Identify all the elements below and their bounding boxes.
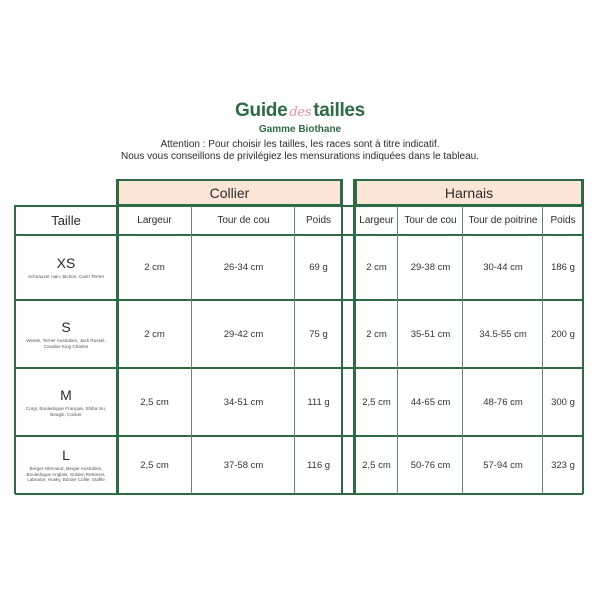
size-breeds: Schnauzer nain, Bichon, Cairn Terrier bbox=[27, 274, 105, 280]
collier-col-header: Largeur bbox=[137, 215, 172, 226]
size-breeds: Corgi, Bouledogue Français, Shiba Inu, Beagle, Cocker bbox=[25, 406, 107, 417]
collier-group-header: Collier bbox=[117, 179, 342, 206]
range-subtitle: Gamme Biothane bbox=[258, 124, 342, 135]
size-breeds: Berger Allemand, Berger Australien, Bouledogue Anglais, Golden Retriever, Labrador, Husky, Border Collie, Staffie bbox=[26, 466, 106, 483]
size-code: L bbox=[62, 447, 70, 464]
table-line-vertical-inner bbox=[397, 206, 398, 494]
page-header bbox=[0, 100, 600, 163]
collier-value: 26-34 cm bbox=[223, 262, 264, 273]
size-cell bbox=[15, 368, 117, 436]
table-line-vertical bbox=[341, 179, 343, 494]
harnais-value: 29-38 cm bbox=[410, 262, 451, 273]
notice-line-1: Attention : Pour choisir les tailles, les races sont à titre indicatif. bbox=[160, 139, 440, 150]
harnais-value: 57-94 cm bbox=[483, 459, 523, 471]
collier-value: 37-58 cm bbox=[223, 459, 264, 471]
collier-col-header: Tour de cou bbox=[217, 215, 270, 226]
table-line-vertical bbox=[582, 179, 584, 494]
size-breeds: Westie, Terrier Australien, Jack Russel, Cavalier King Charles bbox=[26, 338, 106, 349]
harnais-value: 186 g bbox=[551, 262, 575, 273]
table-line-vertical-inner bbox=[542, 206, 543, 494]
harnais-value: 2,5 cm bbox=[362, 396, 391, 408]
table-line-horizontal bbox=[15, 234, 583, 236]
harnais-value: 323 g bbox=[551, 459, 575, 471]
notice-text bbox=[0, 139, 600, 163]
guide-title bbox=[0, 100, 600, 122]
size-cell bbox=[15, 436, 117, 494]
title-word-tailles: tailles bbox=[313, 100, 365, 121]
size-code: XS bbox=[56, 255, 76, 272]
harnais-value: 34.5-55 cm bbox=[479, 328, 527, 340]
table-line-horizontal bbox=[15, 435, 583, 437]
table-line-horizontal bbox=[15, 299, 583, 301]
table-line-vertical-thick bbox=[353, 179, 356, 494]
size-code: M bbox=[60, 387, 72, 404]
collier-value: 34-51 cm bbox=[223, 396, 264, 408]
harnais-col-header: Tour de poitrine bbox=[468, 215, 538, 226]
table-line-vertical bbox=[14, 205, 16, 494]
collier-value: 69 g bbox=[309, 262, 328, 273]
collier-value: 2,5 cm bbox=[140, 396, 169, 408]
harnais-value: 35-51 cm bbox=[410, 328, 451, 340]
harnais-col-header: Largeur bbox=[359, 215, 394, 226]
harnais-value: 200 g bbox=[551, 328, 575, 340]
size-cell bbox=[15, 235, 117, 300]
harnais-value: 2 cm bbox=[366, 328, 387, 340]
table-line-vertical-inner bbox=[462, 206, 463, 494]
harnais-value: 50-76 cm bbox=[410, 459, 451, 471]
harnais-col-header: Poids bbox=[550, 215, 576, 226]
harnais-value: 30-44 cm bbox=[483, 262, 523, 273]
collier-value: 2 cm bbox=[144, 262, 165, 273]
collier-value: 2 cm bbox=[144, 328, 165, 340]
title-word-des: des bbox=[289, 105, 312, 120]
collier-value: 116 g bbox=[306, 459, 331, 471]
collier-col-header: Poids bbox=[305, 215, 331, 226]
harnais-value: 300 g bbox=[551, 396, 575, 408]
harnais-group-header: Harnais bbox=[355, 179, 583, 206]
collier-value: 2,5 cm bbox=[140, 459, 169, 471]
table-line-horizontal bbox=[15, 367, 583, 369]
collier-value: 29-42 cm bbox=[223, 328, 264, 340]
table-line-vertical-inner bbox=[294, 206, 295, 494]
harnais-value: 2,5 cm bbox=[362, 459, 391, 471]
taille-column-header: Taille bbox=[51, 213, 81, 228]
table-line-horizontal bbox=[15, 205, 583, 207]
collier-value: 111 g bbox=[307, 396, 330, 408]
title-word-guide: Guide bbox=[235, 100, 288, 121]
table-line-vertical-inner bbox=[191, 206, 192, 494]
size-code: S bbox=[61, 319, 71, 336]
size-cell bbox=[15, 300, 117, 368]
harnais-col-header: Tour de cou bbox=[404, 215, 457, 226]
table-line-horizontal bbox=[15, 493, 583, 495]
harnais-value: 48-76 cm bbox=[483, 396, 523, 408]
harnais-value: 44-65 cm bbox=[410, 396, 451, 408]
harnais-value: 2 cm bbox=[366, 262, 387, 273]
notice-line-2: Nous vous conseillons de privilégiez les mensurations indiquées dans le tableau. bbox=[121, 151, 479, 162]
table-line-vertical-thick bbox=[116, 179, 119, 494]
collier-value: 75 g bbox=[309, 328, 328, 340]
